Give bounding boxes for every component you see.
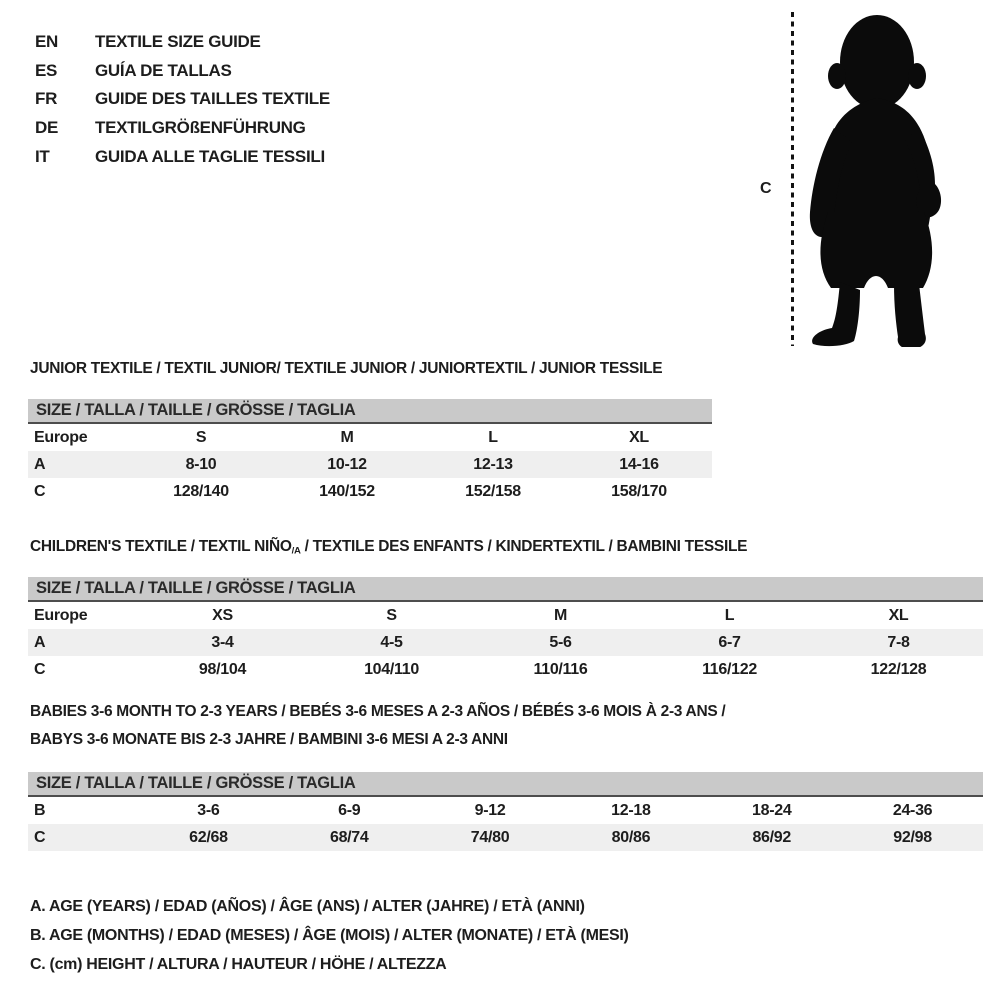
table-cell: C xyxy=(34,828,46,846)
language-code: FR xyxy=(35,89,58,109)
table-cell: 3-6 xyxy=(197,801,220,819)
language-title: GUIDA ALLE TAGLIE TESSILI xyxy=(95,146,325,166)
language-title-list xyxy=(35,28,330,171)
table-cell: 62/68 xyxy=(189,828,228,846)
table-cell: XL xyxy=(629,428,649,446)
table-cell: 5-6 xyxy=(549,633,572,651)
table-row xyxy=(28,797,983,824)
note-age-years: A. AGE (YEARS) / EDAD (AÑOS) / ÂGE (ANS) / ALTER (JAHRE) / ETÀ (ANNI) xyxy=(30,898,585,915)
table-cell: XL xyxy=(888,606,909,624)
table-cell: 10-12 xyxy=(327,455,367,473)
table-cell: 12-13 xyxy=(473,455,513,473)
table-row xyxy=(28,478,712,505)
junior-section-title: JUNIOR TEXTILE / TEXTIL JUNIOR/ TEXTILE JUNIOR / JUNIORTEXTIL / JUNIOR TESSILE xyxy=(30,360,663,377)
language-title: TEXTILE SIZE GUIDE xyxy=(95,32,261,52)
language-title: TEXTILGRÖßENFÜHRUNG xyxy=(95,118,306,138)
children-title-subscript: /A xyxy=(291,545,301,557)
table-cell: 3-4 xyxy=(211,633,234,651)
language-code: IT xyxy=(35,146,50,166)
table-row xyxy=(28,629,983,656)
table-cell: 18-24 xyxy=(752,801,792,819)
table-cell: L xyxy=(724,606,735,624)
table-cell: 86/92 xyxy=(752,828,791,846)
table-cell: S xyxy=(195,428,207,446)
table-cell: A xyxy=(34,633,46,651)
language-title: GUIDE DES TAILLES TEXTILE xyxy=(95,89,330,109)
table-cell: 92/98 xyxy=(893,828,932,846)
children-title-suffix: / TEXTILE DES ENFANTS / KINDERTEXTIL / BAMBINI TESSILE xyxy=(300,538,748,555)
language-code: ES xyxy=(35,60,58,80)
table-cell: M xyxy=(340,428,354,446)
babies-section-title-line1: BABIES 3-6 MONTH TO 2-3 YEARS / BEBÉS 3-6 MESES A 2-3 AÑOS / BÉBÉS 3-6 MOIS À 2-3 ANS / xyxy=(30,703,726,720)
table-cell: 158/170 xyxy=(611,482,667,500)
height-measure-label: C xyxy=(760,180,772,197)
table-cell: C xyxy=(34,660,46,678)
language-code: DE xyxy=(35,118,59,138)
note-age-months: B. AGE (MONTHS) / EDAD (MESES) / ÂGE (MOIS) / ALTER (MONATE) / ETÀ (MESI) xyxy=(30,927,629,944)
table-cell: 140/152 xyxy=(319,482,375,500)
table-cell: 6-9 xyxy=(338,801,361,819)
table-cell: 74/80 xyxy=(470,828,510,846)
table-cell: 104/110 xyxy=(364,660,419,678)
table-cell: Europe xyxy=(34,428,88,446)
table-cell: XS xyxy=(212,606,233,624)
table-cell: 152/158 xyxy=(465,482,521,500)
legend-notes xyxy=(30,892,629,979)
table-row xyxy=(28,656,983,683)
language-row-en xyxy=(35,28,330,57)
table-cell: 4-5 xyxy=(380,633,403,651)
babies-section-title-line2: BABYS 3-6 MONATE BIS 2-3 JAHRE / BAMBINI 3-6 MESI A 2-3 ANNI xyxy=(30,731,508,748)
table-row xyxy=(28,424,712,451)
table-cell: 98/104 xyxy=(198,660,247,678)
children-size-table xyxy=(28,602,983,683)
language-row-it xyxy=(35,142,330,171)
table-cell: Europe xyxy=(34,606,88,624)
table-cell: S xyxy=(386,606,397,624)
table-cell: 7-8 xyxy=(887,633,910,651)
height-dotted-line xyxy=(791,12,794,346)
table-cell: 6-7 xyxy=(718,633,741,651)
table-cell: M xyxy=(553,606,568,624)
language-code: EN xyxy=(35,32,59,52)
junior-size-bar: SIZE / TALLA / TAILLE / GRÖSSE / TAGLIA xyxy=(28,399,712,424)
children-title-prefix: CHILDREN'S TEXTILE / TEXTIL NIÑO xyxy=(30,538,292,555)
table-cell: 68/74 xyxy=(329,828,369,846)
junior-size-table xyxy=(28,424,712,505)
table-cell: 128/140 xyxy=(173,482,229,500)
language-row-es xyxy=(35,57,330,86)
table-cell: L xyxy=(488,428,498,446)
table-cell: B xyxy=(34,801,46,819)
table-cell: 9-12 xyxy=(474,801,506,819)
table-cell: 116/122 xyxy=(702,660,757,678)
table-cell: 14-16 xyxy=(619,455,659,473)
language-row-de xyxy=(35,114,330,143)
table-row xyxy=(28,451,712,478)
table-cell: 122/128 xyxy=(870,660,927,678)
table-cell: 110/116 xyxy=(533,660,588,678)
table-cell: 8-10 xyxy=(185,455,217,473)
children-section-title xyxy=(30,538,747,556)
babies-size-table xyxy=(28,797,983,851)
table-cell: 24-36 xyxy=(892,801,933,819)
language-row-fr xyxy=(35,85,330,114)
table-cell: 80/86 xyxy=(611,828,651,846)
toddler-silhouette-image xyxy=(805,10,957,347)
table-cell: A xyxy=(34,455,46,473)
language-title: GUÍA DE TALLAS xyxy=(95,60,232,80)
babies-size-bar: SIZE / TALLA / TAILLE / GRÖSSE / TAGLIA xyxy=(28,772,983,797)
table-row xyxy=(28,824,983,851)
children-size-bar: SIZE / TALLA / TAILLE / GRÖSSE / TAGLIA xyxy=(28,577,983,602)
note-height-cm: C. (cm) HEIGHT / ALTURA / HAUTEUR / HÖHE / ALTEZZA xyxy=(30,956,447,973)
table-cell: C xyxy=(34,482,46,500)
table-row xyxy=(28,602,983,629)
table-cell: 12-18 xyxy=(611,801,651,819)
